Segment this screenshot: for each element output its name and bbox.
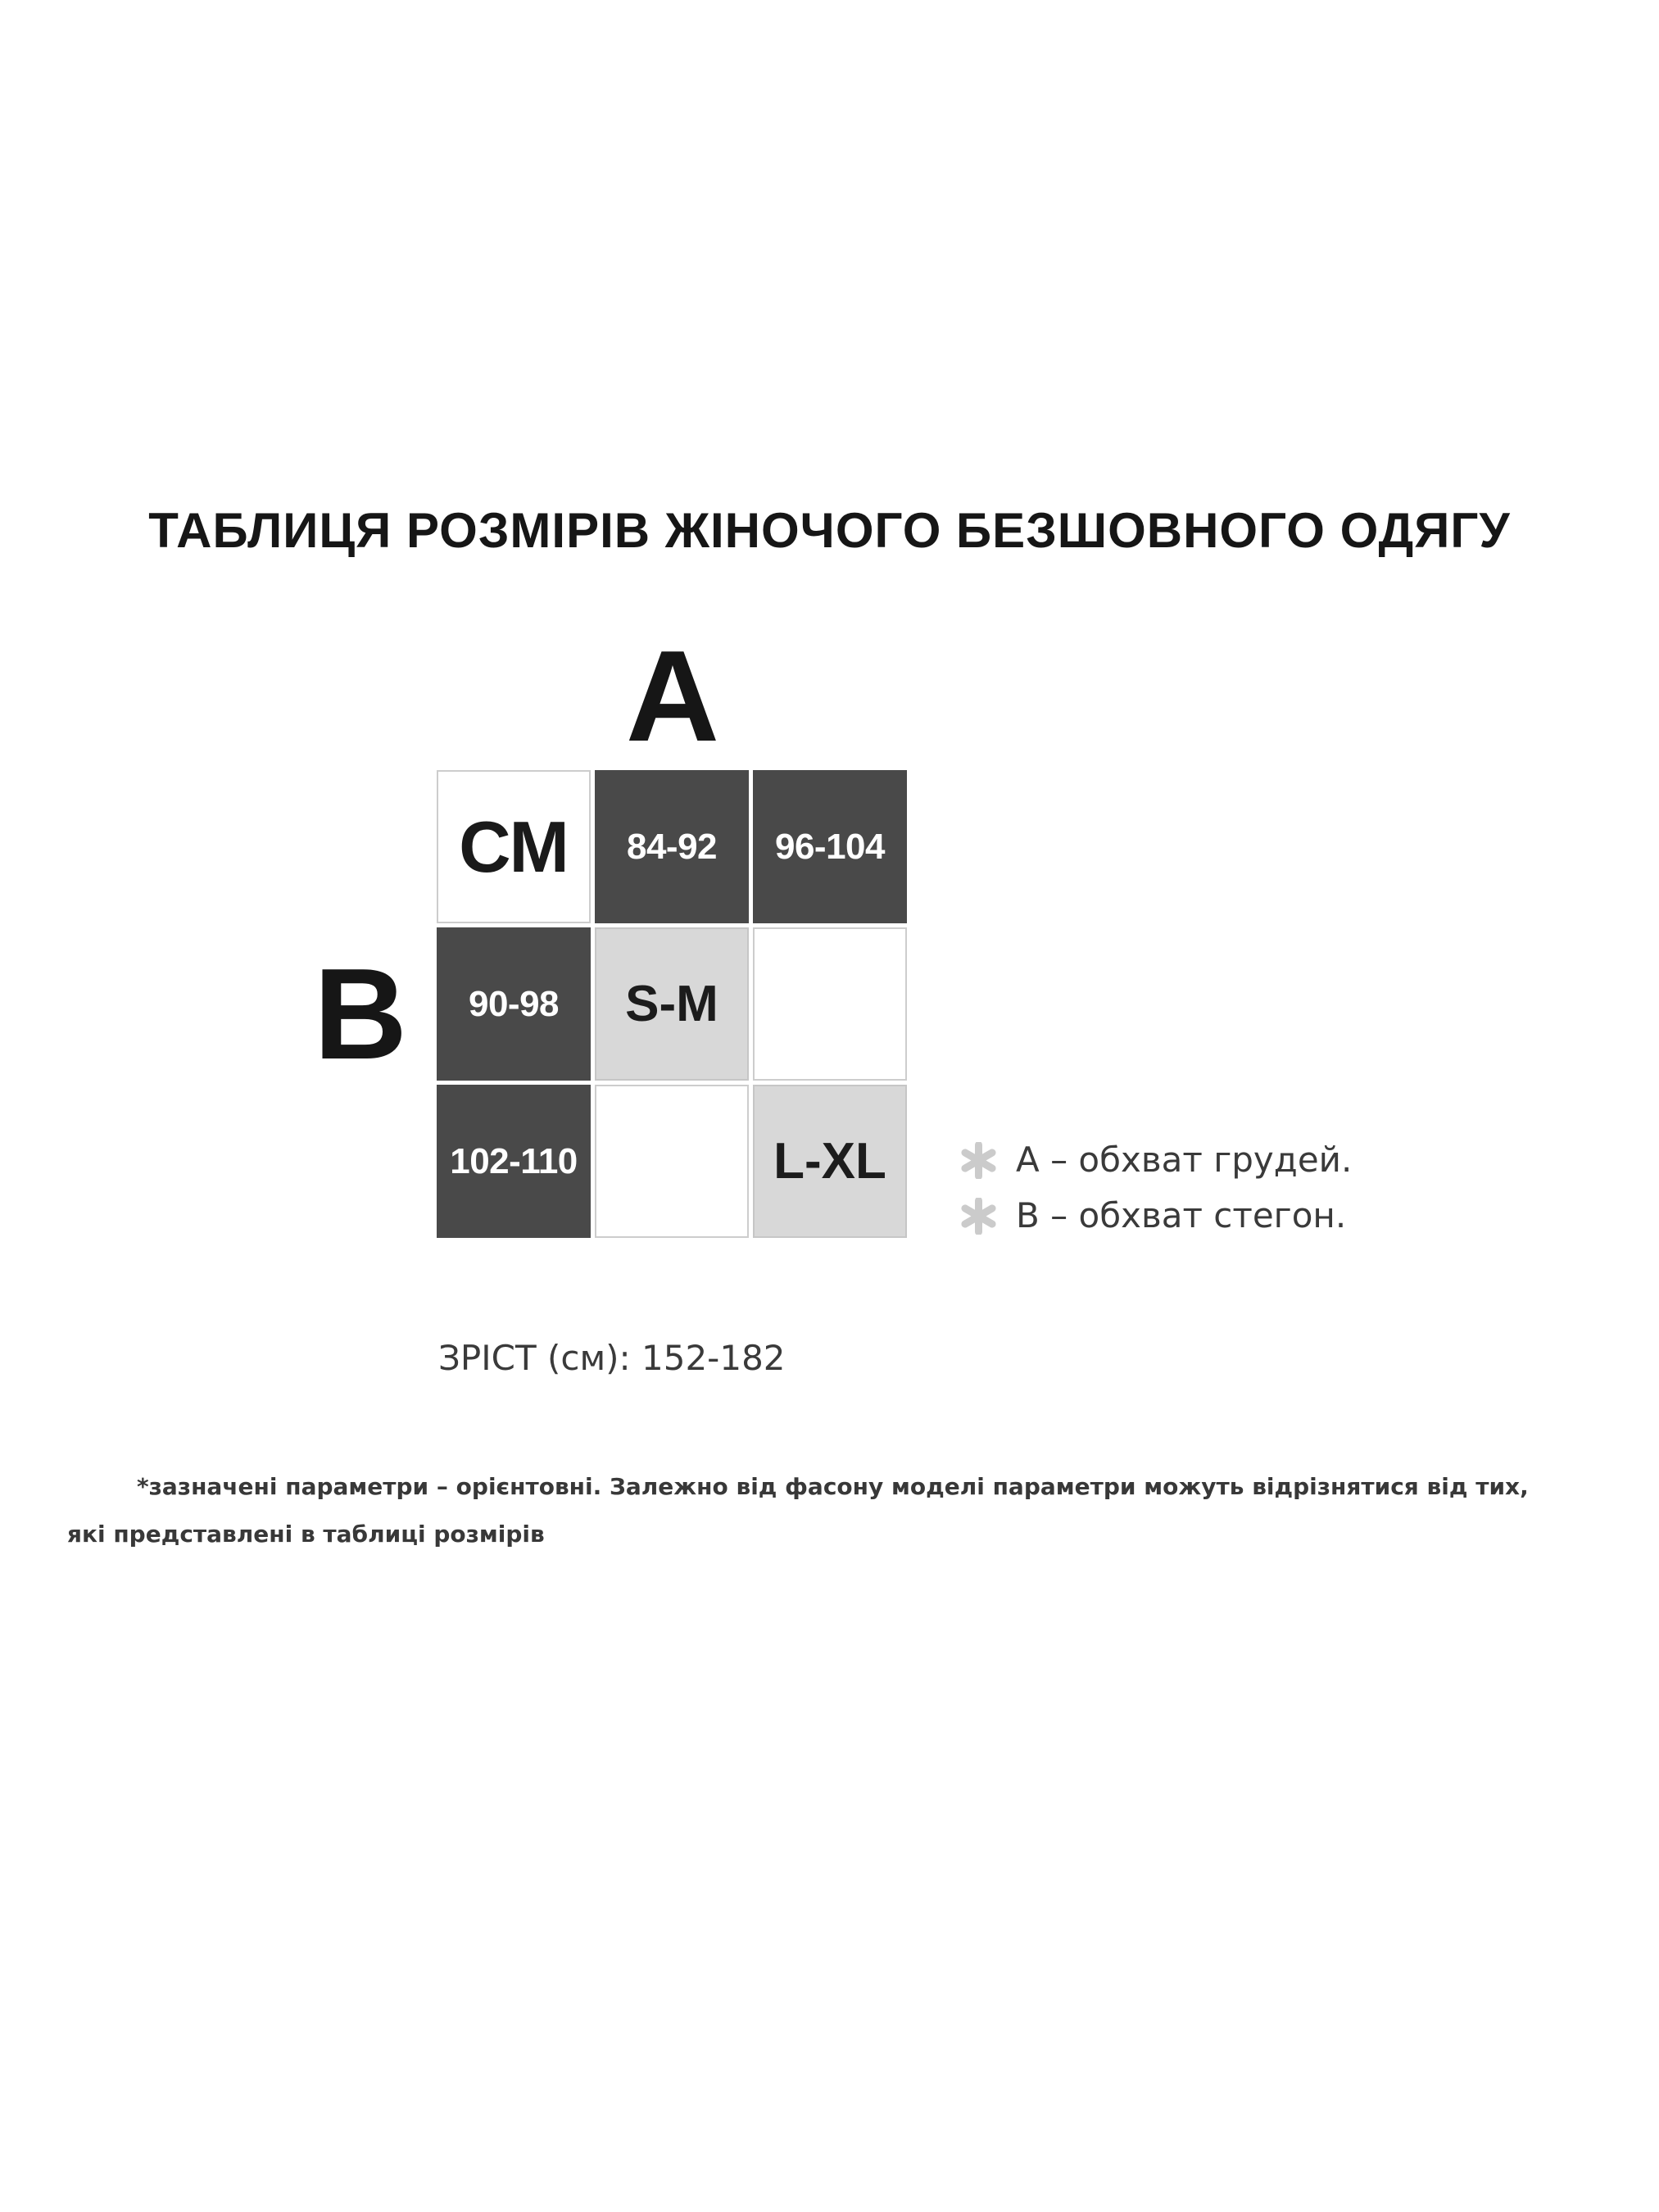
legend-text-chest: А – обхват грудей. <box>1016 1140 1353 1180</box>
page-title: ТАБЛИЦЯ РОЗМІРІВ ЖІНОЧОГО БЕЗШОВНОГО ОДЯГУ <box>148 503 1511 558</box>
empty-cell <box>753 927 907 1081</box>
size-grid <box>437 770 907 1238</box>
asterisk-icon <box>960 1142 997 1179</box>
hip-range-cell-1: 90-98 <box>437 927 591 1081</box>
footnote <box>67 1463 1599 1558</box>
hip-range-cell-2: 102-110 <box>437 1085 591 1238</box>
legend-item-hips <box>960 1197 1352 1235</box>
unit-cell: СМ <box>437 770 591 923</box>
footnote-line-2: які представлені в таблиці розмірів <box>67 1521 545 1548</box>
legend <box>960 1141 1352 1253</box>
footnote-line-1: *зазначені параметри – орієнтовні. Залежно від фасону моделі параметри можуть відрізнятися від тих, <box>137 1473 1529 1500</box>
legend-text-hips: В – обхват стегон. <box>1016 1195 1347 1235</box>
size-cell-l-xl: L-XL <box>753 1085 907 1238</box>
axis-label-chest: A <box>625 624 720 768</box>
height-note: ЗРІСТ (см): 152-182 <box>438 1338 786 1378</box>
size-cell-s-m: S-M <box>595 927 749 1081</box>
axis-label-hips: B <box>313 942 408 1086</box>
legend-item-chest <box>960 1141 1352 1179</box>
chest-range-cell-1: 84-92 <box>595 770 749 923</box>
chest-range-cell-2: 96-104 <box>753 770 907 923</box>
asterisk-icon <box>960 1198 997 1235</box>
empty-cell <box>595 1085 749 1238</box>
